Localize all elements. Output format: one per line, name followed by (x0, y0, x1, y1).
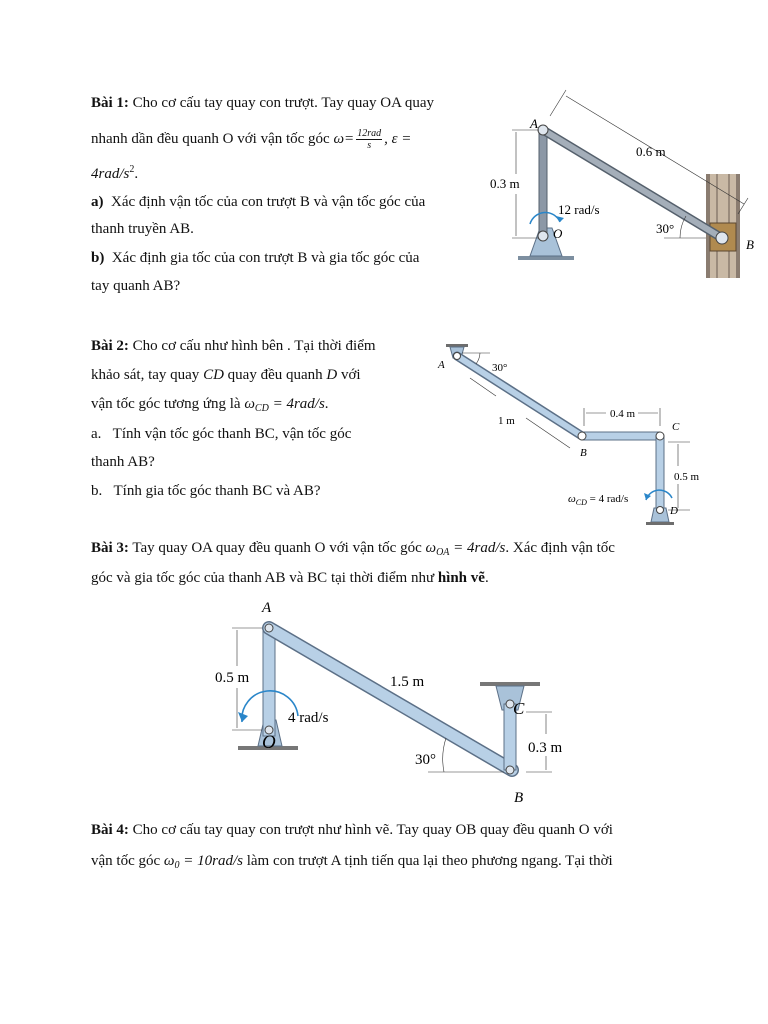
bai2-a (91, 424, 351, 444)
bai1-eps-val: 4rad/s (91, 166, 130, 182)
label-a: A (530, 116, 538, 131)
bai1-a2: thanh truyền AB. (91, 221, 194, 237)
bai2-figure (432, 338, 724, 528)
bar-ab (457, 356, 582, 436)
bai1-line2 (91, 128, 411, 151)
ground-base (518, 256, 574, 260)
omega-val: = 4 rad/s (586, 493, 629, 505)
bai1-figure (484, 88, 760, 278)
rod-ab (543, 130, 722, 238)
bai2-heading: Bài 2: (91, 338, 129, 354)
bai1-b (91, 248, 419, 268)
label-05m: 0.5 m (674, 471, 700, 483)
pivot-o (538, 231, 548, 241)
bai1-text2: nhanh dần đều quanh O với vận tốc góc (91, 130, 334, 147)
bai1-b-text: Xác định gia tốc của con trượt B và gia tốc góc của (111, 250, 420, 266)
pin-b (716, 232, 728, 244)
omega-symbol: ω (568, 493, 576, 505)
bai1-text1: Cho cơ cấu tay quay con trượt. Tay quay OA quay (132, 95, 435, 111)
crank-oa (539, 128, 547, 236)
rod-ab (269, 628, 512, 770)
bai2-a2: thanh AB? (91, 454, 155, 470)
label-o: O (553, 226, 563, 241)
bai2-cd: CD (203, 367, 224, 383)
label-15m: 1.5 m (390, 674, 425, 690)
label-c: C (672, 421, 680, 433)
bai1-eps: , ε = (384, 130, 412, 147)
bai1-b-label: b) (91, 250, 105, 266)
pin-b (506, 766, 514, 774)
label-b: B (514, 790, 524, 806)
bai2-b-text: Tính gia tốc góc thanh BC và AB? (113, 483, 321, 499)
bai3-text2: góc và gia tốc góc của thanh AB và BC tại thời điểm như (91, 570, 438, 586)
bai1-a-text: Xác định vận tốc của con trượt B và vận tốc góc của (111, 194, 426, 210)
bai3-line2 (91, 568, 489, 588)
bai2-text2c: với (337, 367, 361, 383)
bai1-a-label: a) (91, 194, 104, 210)
bai4-omega-val: = 10rad/s (179, 853, 243, 869)
bai1-line3 (91, 160, 138, 184)
bai2-omega-val: = 4rad/s (268, 396, 325, 412)
bai1-omega: ω= (333, 130, 355, 147)
label-30deg: 30° (492, 362, 508, 374)
bai3-text1-post: . Xác định vận tốc (505, 540, 615, 556)
bai1-a (91, 192, 425, 212)
pin-b (578, 432, 586, 440)
label-12rad: 12 rad/s (558, 202, 600, 217)
label-b: B (746, 237, 754, 252)
bai2-a-label: a. (91, 426, 102, 442)
label-d: D (670, 505, 678, 517)
bar-bc (582, 432, 660, 440)
pin-c (656, 432, 664, 440)
bai1-frac-den: s (367, 140, 372, 151)
bai4-line1 (91, 820, 613, 840)
bai4-heading: Bài 4: (91, 822, 129, 838)
bai2-d: D (326, 367, 338, 383)
label-a: A (262, 600, 272, 616)
bai2-line2 (91, 365, 361, 385)
bai3-text2-bold: hình vẽ (437, 570, 485, 586)
label-b: B (580, 447, 587, 459)
bai2-text1: Cho cơ cấu như hình bên . Tại thời điểm (132, 338, 376, 354)
bai2-line1 (91, 336, 376, 356)
bai3-omega-sub: OA (436, 547, 450, 558)
bai4-omega-sub: 0 (174, 860, 180, 871)
label-c: C (513, 699, 525, 718)
label-a: A (438, 359, 445, 371)
pin-a (265, 624, 273, 632)
label-05m: 0.5 m (215, 670, 250, 686)
label-03m: 0.3 m (528, 740, 563, 756)
label-30deg: 30° (656, 221, 675, 236)
bar-cd (656, 436, 664, 510)
bai2-b (91, 481, 321, 501)
bai2-text2b: quay đều quanh (223, 367, 327, 383)
bai3-text2-end: . (484, 570, 489, 586)
bai2-b-label: b. (91, 483, 103, 499)
bai4-omega: ω (163, 853, 175, 869)
bai1-fraction (356, 128, 382, 151)
label-1m: 1 m (498, 415, 515, 427)
bai3-omega: ω (425, 540, 437, 556)
bai2-omega: ω (244, 396, 255, 412)
bai4-text1: Cho cơ cấu tay quay con trượt như hình vẽ. Tay quay OB quay đều quanh O với (132, 822, 613, 838)
label-4rad: 4 rad/s (288, 710, 329, 726)
bai1-b2: tay quanh AB? (91, 278, 181, 294)
label-omega-cd (568, 493, 628, 507)
bai3-line1 (91, 538, 615, 563)
label-03m: 0.3 m (490, 176, 520, 191)
label-04m: 0.4 m (610, 408, 636, 420)
bai1-heading: Bài 1: (91, 95, 129, 111)
pin-a (538, 125, 548, 135)
bai3-figure (212, 596, 588, 810)
bai1-line1 (91, 93, 434, 113)
bai2-text2a: khảo sát, tay quay (91, 367, 204, 383)
bai3-text1: Tay quay OA quay đều quanh O với vận tốc góc (132, 540, 426, 556)
bai2-line3 (91, 394, 329, 419)
bai1-eps-end: . (134, 166, 139, 182)
bai2-text3: vận tốc góc tương ứng là (91, 396, 245, 412)
bai3-heading: Bài 3: (91, 540, 129, 556)
label-06m: 0.6 m (636, 144, 666, 159)
label-o: O (262, 732, 276, 753)
omega-sub: CD (575, 498, 587, 507)
bai1-eps-sup: 2 (129, 164, 135, 175)
bai4-text2-post: làm con trượt A tịnh tiến qua lại theo phương ngang. Tại thời (242, 853, 613, 869)
crank-oa (263, 626, 275, 736)
bai2-omega-sub: CD (254, 403, 269, 414)
pin-d (657, 507, 664, 514)
label-30deg: 30° (415, 752, 436, 768)
bai2-text3-end: . (324, 396, 329, 412)
bai4-text2: vận tốc góc (91, 853, 164, 869)
bai1-frac-num: 12rad (357, 128, 382, 139)
bai2-a-text: Tính vận tốc góc thanh BC, vận tốc góc (112, 426, 352, 442)
bai4-line2 (91, 851, 613, 876)
bai3-omega-val: = 4rad/s (449, 540, 506, 556)
